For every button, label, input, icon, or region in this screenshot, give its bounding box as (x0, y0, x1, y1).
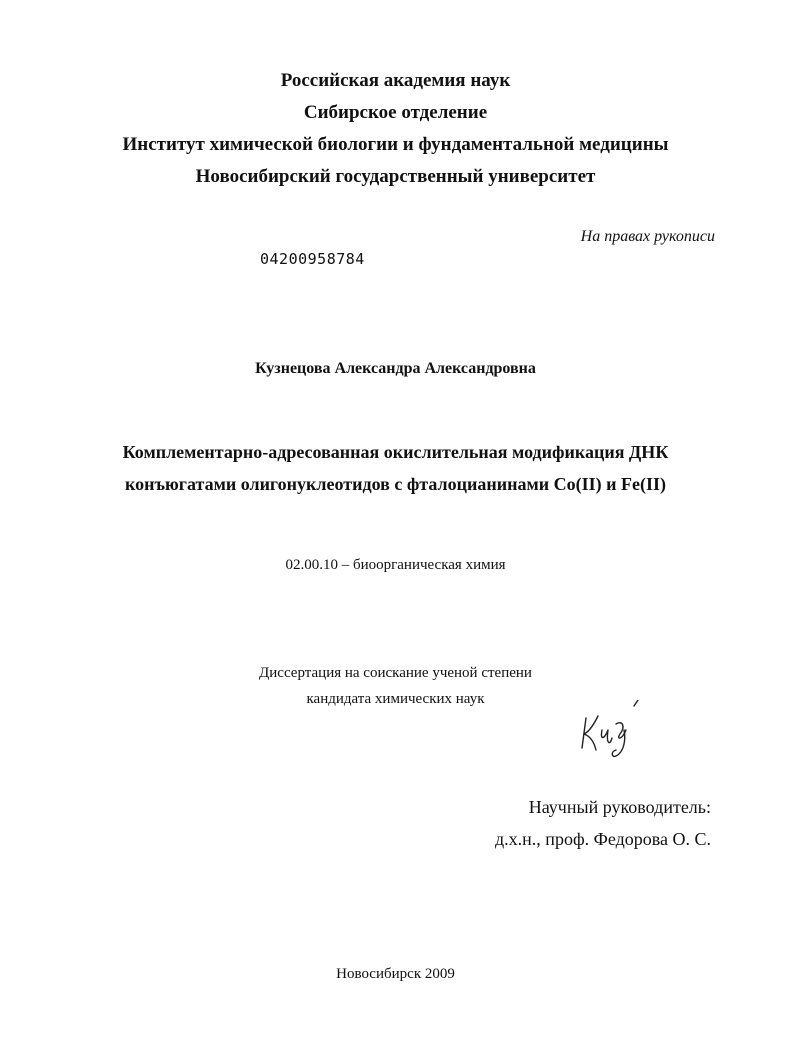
academy-name: Российская академия наук (280, 70, 511, 91)
thesis-title-line-2: конъюгатами олигонуклеотидов с фталоцианинами Co(II) и Fe(II) (125, 474, 666, 494)
supervisor-name: д.х.н., проф. Федорова О. С. (495, 829, 711, 849)
catalog-number-stamp: 04200958784 (260, 250, 365, 268)
city-year: Новосибирск 2009 (336, 966, 455, 982)
university-name: Новосибирский государственный университет (195, 166, 596, 187)
degree-line-2: кандидата химических наук (306, 691, 485, 707)
branch-name: Сибирское отделение (303, 102, 488, 123)
handwritten-signature (576, 700, 646, 762)
rights-note: На правах рукописи (580, 228, 715, 245)
author-name: Кузнецова Александра Александровна (255, 360, 536, 377)
institute-name: Институт химической биологии и фундаментальной медицины (122, 134, 669, 155)
specialty-code: 02.00.10 – биоорганическая химия (285, 557, 506, 573)
thesis-title-line-1: Комплементарно-адресованная окислительная модификация ДНК (122, 442, 669, 462)
degree-line-1: Диссертация на соискание ученой степени (259, 665, 532, 681)
supervisor-label: Научный руководитель: (528, 797, 711, 817)
